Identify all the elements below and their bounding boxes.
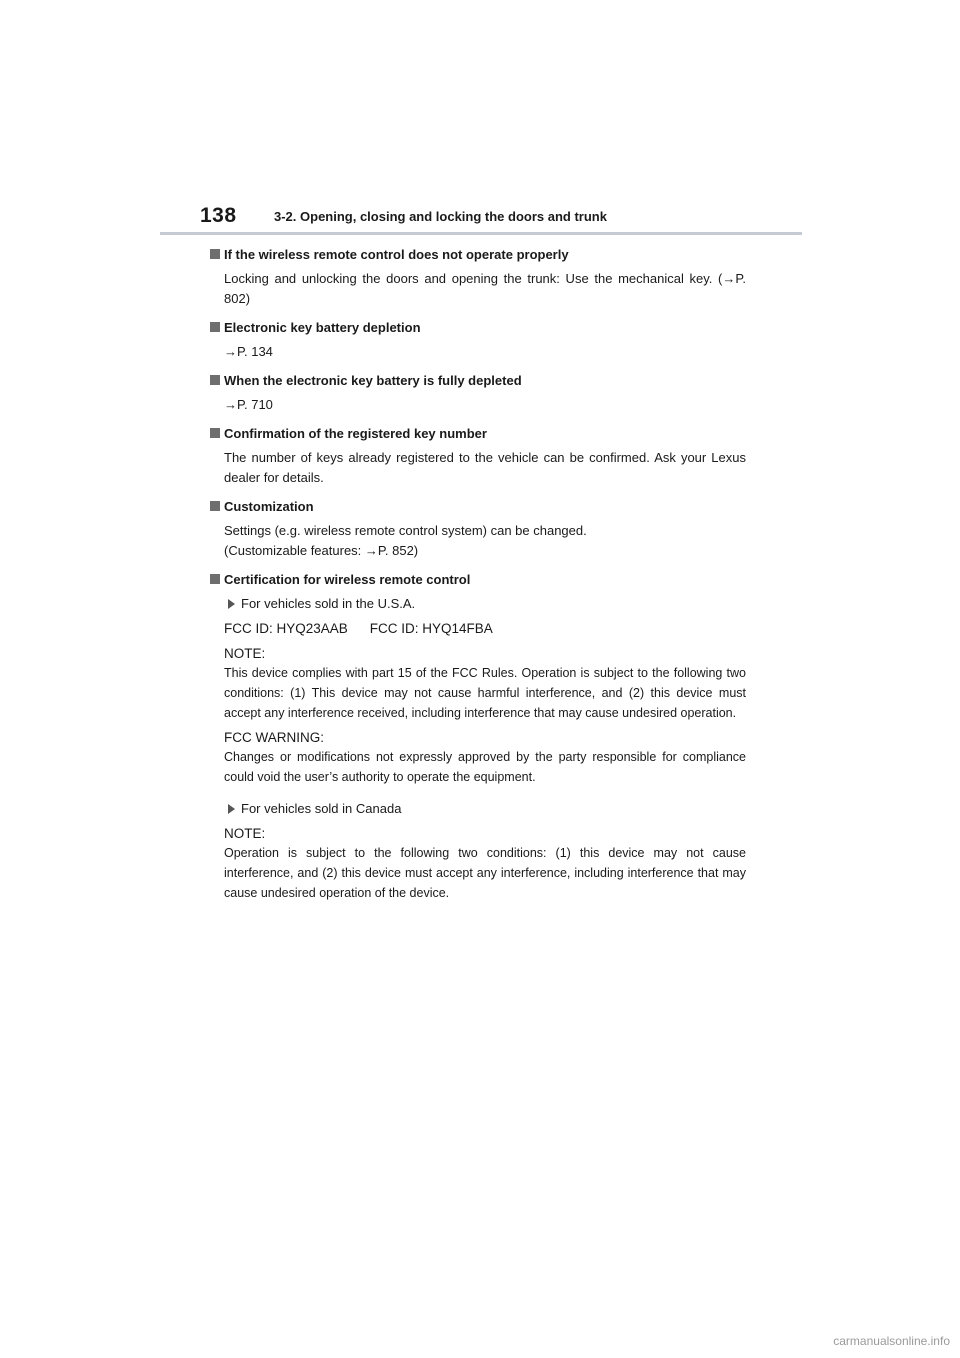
section-heading: When the electronic key battery is fully depleted (224, 372, 522, 388)
section-body (210, 521, 746, 561)
square-bullet-icon (210, 501, 220, 511)
square-bullet-icon (210, 249, 220, 259)
note-label: NOTE: (224, 646, 266, 661)
triangle-bullet-icon (228, 599, 235, 609)
page-reference-link[interactable]: →P. 134 (224, 344, 273, 359)
section-battery-fully-depleted (210, 370, 746, 415)
square-bullet-icon (210, 322, 220, 332)
watermark: carmanualsonline.info (833, 1334, 950, 1348)
section-heading: If the wireless remote control does not operate properly (224, 246, 569, 262)
usa-subheading: For vehicles sold in the U.S.A. (210, 594, 746, 614)
section-heading: Confirmation of the registered key number (224, 425, 487, 441)
note-label: NOTE: (224, 826, 266, 841)
warning-label: FCC WARNING: (224, 730, 324, 745)
note-text: Operation is subject to the following two conditions: (1) this device may not cause interference, and (2) this device must accept any interference, including interference that may cause undesired operation of the device. (224, 846, 746, 900)
header-divider (160, 232, 802, 235)
section-customization (210, 496, 746, 561)
fcc-id: FCC ID: HYQ23AAB (224, 621, 348, 636)
canada-subheading: For vehicles sold in Canada (210, 799, 746, 819)
fcc-id: FCC ID: HYQ14FBA (369, 621, 493, 636)
warning-text: Changes or modifications not expressly approved by the party responsible for compliance could void the user’s authority to operate the equipment. (224, 750, 746, 784)
section-body: Locking and unlocking the doors and opening the trunk: Use the mechanical key. (→P. 802) (224, 271, 746, 306)
square-bullet-icon (210, 428, 220, 438)
section-heading: Electronic key battery depletion (224, 319, 421, 335)
section-certification (210, 569, 746, 903)
section-heading: Customization (224, 498, 314, 514)
customization-line: Settings (e.g. wireless remote control system) can be changed. (224, 523, 587, 538)
customization-reference: (Customizable features: →P. 852) (224, 543, 419, 558)
square-bullet-icon (210, 574, 220, 584)
page-reference-link[interactable]: →P. 710 (224, 397, 273, 412)
fcc-ids (210, 619, 746, 639)
section-battery-depletion (210, 317, 746, 362)
page-content (210, 244, 746, 911)
section-remote-control (210, 244, 746, 309)
section-title: 3-2. Opening, closing and locking the doors and trunk (274, 209, 607, 224)
triangle-bullet-icon (228, 804, 235, 814)
page-number: 138 (200, 204, 237, 227)
note-text: This device complies with part 15 of the FCC Rules. Operation is subject to the following two conditions: (1) This device may not cause harmful interference, and (2) this device must accept any interference received, including interference that may cause undesired operation. (224, 666, 746, 720)
section-heading: Certification for wireless remote control (224, 571, 471, 587)
section-key-number (210, 423, 746, 488)
page-header (200, 204, 802, 234)
section-body: The number of keys already registered to the vehicle can be confirmed. Ask your Lexus dealer for details. (224, 450, 746, 485)
square-bullet-icon (210, 375, 220, 385)
